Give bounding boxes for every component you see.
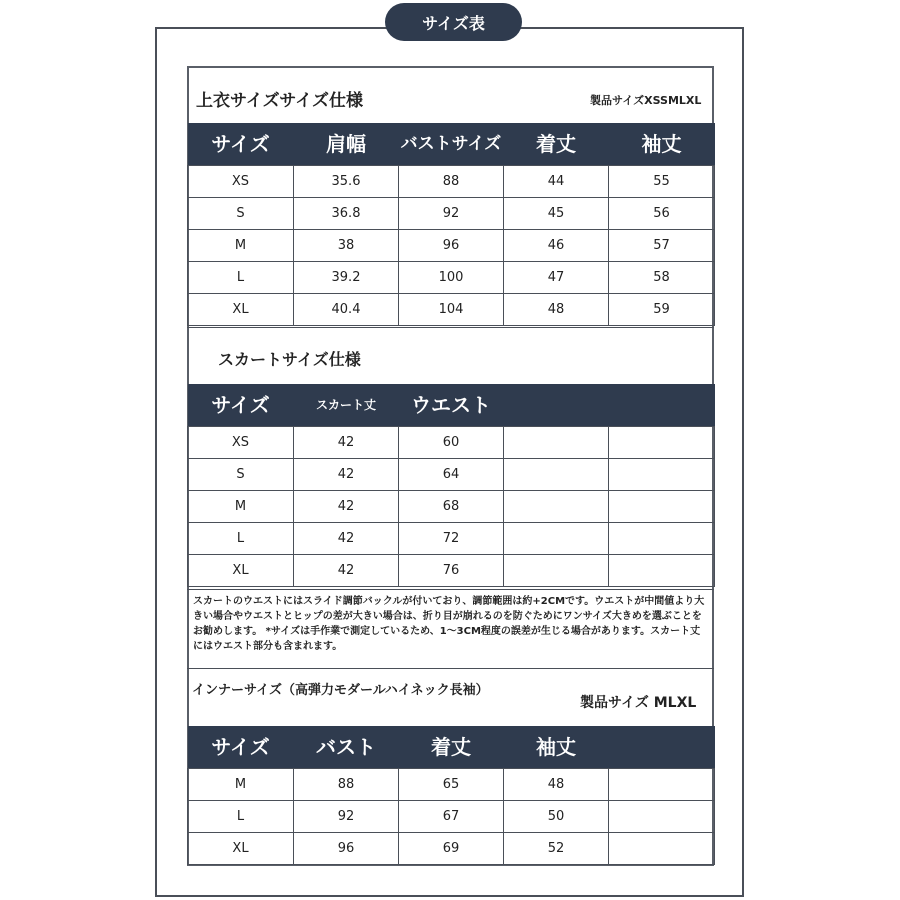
table-cell: 64: [399, 459, 504, 491]
skirt-section-title: スカートサイズ仕様: [218, 350, 361, 369]
table-cell: 88: [294, 769, 399, 801]
table-cell: 104: [399, 294, 504, 326]
skirt-header-cell: ウエスト: [399, 384, 504, 427]
size-chart-badge: サイズ表: [385, 3, 522, 41]
table-cell: 65: [399, 769, 504, 801]
inner-header-cell: [609, 726, 715, 769]
table-cell: 39.2: [294, 262, 399, 294]
inner-header-cell: 袖丈: [504, 726, 609, 769]
skirt-header-cell: [609, 384, 715, 427]
inner-section-title: インナーサイズ（高弾力モダールハイネック長袖）: [192, 683, 489, 698]
table-cell: 46: [504, 230, 609, 262]
skirt-size-table: [187, 384, 715, 587]
table-cell: 42: [294, 491, 399, 523]
tops-product-sizes: 製品サイズXSSMLXL: [590, 94, 702, 107]
inner-header-cell: バスト: [294, 726, 399, 769]
table-cell: XL: [188, 555, 294, 587]
table-cell: 44: [504, 166, 609, 198]
table-row: [188, 523, 715, 555]
table-cell: 50: [504, 801, 609, 833]
table-cell: M: [188, 491, 294, 523]
inner-header-cell: サイズ: [188, 726, 294, 769]
table-row: [188, 801, 715, 833]
table-cell: 42: [294, 427, 399, 459]
table-row: [188, 769, 715, 801]
table-cell: 42: [294, 555, 399, 587]
table-cell: 72: [399, 523, 504, 555]
table-cell: 42: [294, 459, 399, 491]
top-header-cell: 肩幅: [294, 123, 399, 166]
table-cell: L: [188, 801, 294, 833]
table-cell: [609, 491, 715, 523]
table-row: [188, 294, 715, 326]
table-cell: 69: [399, 833, 504, 865]
table-cell: XL: [188, 833, 294, 865]
table-row: [188, 198, 715, 230]
table-cell: 96: [294, 833, 399, 865]
table-cell: 60: [399, 427, 504, 459]
table-cell: L: [188, 262, 294, 294]
table-row: [188, 555, 715, 587]
table-cell: S: [188, 459, 294, 491]
table-cell: 68: [399, 491, 504, 523]
inner-size-table: [187, 726, 715, 865]
table-cell: 59: [609, 294, 715, 326]
table-row: [188, 459, 715, 491]
table-cell: 35.6: [294, 166, 399, 198]
top-header-cell: 袖丈: [609, 123, 715, 166]
table-cell: 40.4: [294, 294, 399, 326]
table-cell: S: [188, 198, 294, 230]
skirt-header-cell: スカート丈: [294, 384, 399, 427]
table-cell: 48: [504, 769, 609, 801]
skirt-header-cell: [504, 384, 609, 427]
table-cell: 56: [609, 198, 715, 230]
table-cell: 38: [294, 230, 399, 262]
table-cell: 67: [399, 801, 504, 833]
tops-size-table: [187, 123, 715, 326]
skirt-header-row: [188, 384, 715, 427]
table-cell: [504, 555, 609, 587]
top-header-cell: 着丈: [504, 123, 609, 166]
table-cell: [609, 523, 715, 555]
inner-header-cell: 着丈: [399, 726, 504, 769]
table-cell: [504, 459, 609, 491]
top-header-cell: サイズ: [188, 123, 294, 166]
table-cell: [609, 459, 715, 491]
table-cell: 36.8: [294, 198, 399, 230]
table-cell: M: [188, 769, 294, 801]
table-cell: [504, 523, 609, 555]
table-row: [188, 491, 715, 523]
table-cell: 76: [399, 555, 504, 587]
table-cell: [609, 555, 715, 587]
table-row: [188, 427, 715, 459]
table-cell: XS: [188, 427, 294, 459]
table-cell: 57: [609, 230, 715, 262]
inner-product-sizes: 製品サイズ MLXL: [580, 695, 697, 711]
table-row: [188, 833, 715, 865]
table-row: [188, 262, 715, 294]
table-cell: 92: [399, 198, 504, 230]
table-cell: 88: [399, 166, 504, 198]
table-cell: [609, 833, 715, 865]
tops-header-row: [188, 123, 715, 166]
inner-header-row: [188, 726, 715, 769]
table-row: [188, 166, 715, 198]
tops-section-title: 上衣サイズサイズ仕様: [196, 91, 363, 111]
table-cell: [609, 801, 715, 833]
table-cell: 48: [504, 294, 609, 326]
section-divider: [187, 327, 714, 328]
top-header-cell: バストサイズ: [399, 123, 504, 166]
table-cell: [504, 491, 609, 523]
table-cell: XS: [188, 166, 294, 198]
table-cell: 45: [504, 198, 609, 230]
skirt-header-cell: サイズ: [188, 384, 294, 427]
table-cell: 55: [609, 166, 715, 198]
table-cell: 52: [504, 833, 609, 865]
table-row: [188, 230, 715, 262]
table-cell: 96: [399, 230, 504, 262]
skirt-fit-note: スカートのウエストにはスライド調節バックルが付いており、調節範囲は約+2CMです。ウエストが中間値より大きい場合やウエストとヒップの差が大きい場合は、折り目が崩れるのを防ぐためにワンサイズ大きめを選ぶことをお勧めします。 *サイズは手作業で測定しているため、1～3CM程度の誤差が生じる場合があります。スカート丈にはウエスト部分も含まれます。: [187, 589, 714, 669]
table-cell: [609, 427, 715, 459]
table-cell: [609, 769, 715, 801]
table-cell: [504, 427, 609, 459]
table-cell: 92: [294, 801, 399, 833]
table-cell: L: [188, 523, 294, 555]
table-cell: 47: [504, 262, 609, 294]
table-cell: 100: [399, 262, 504, 294]
table-cell: M: [188, 230, 294, 262]
table-cell: 42: [294, 523, 399, 555]
table-cell: XL: [188, 294, 294, 326]
table-cell: 58: [609, 262, 715, 294]
